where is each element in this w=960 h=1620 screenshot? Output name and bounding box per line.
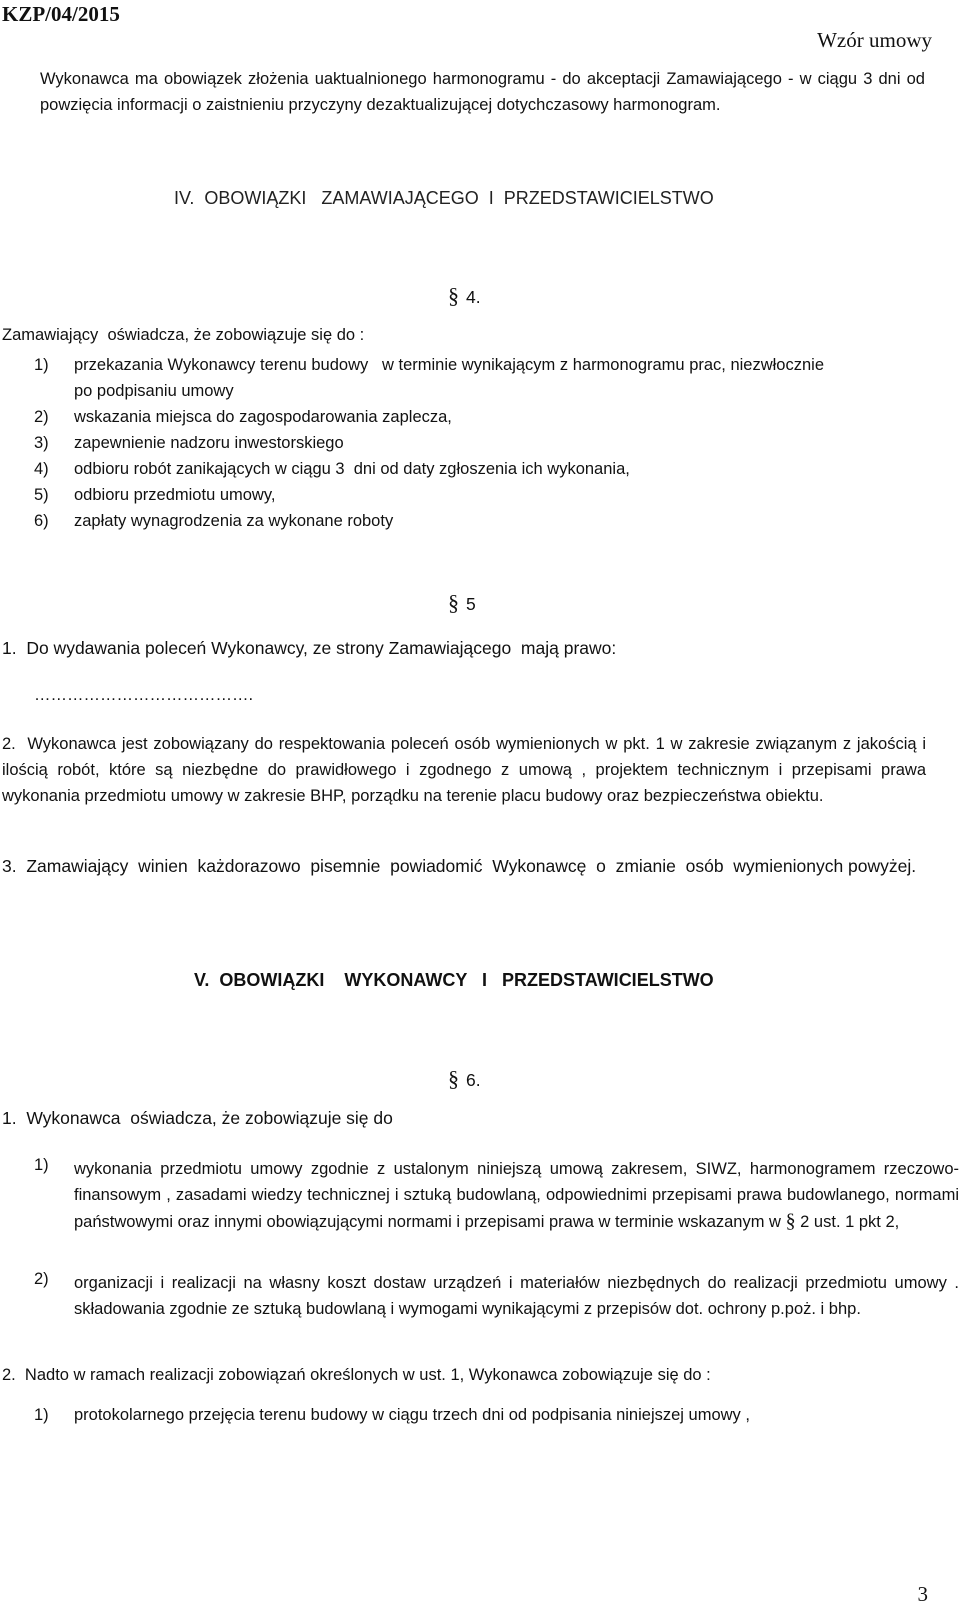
sub-item-text: organizacji i realizacji na własny koszt dostaw urządzeń i materiałów niezbędnych do realizacji przedmiotu umowy . składowania zgodnie ze sztuką budowlaną i wymogami wynikającymi z przepisów dot. ochrony p.poż. i bhp. xyxy=(74,1274,959,1318)
list-item xyxy=(34,408,452,427)
section-heading-v: V. OBOWIĄZKI WYKONAWCY I PRZEDSTAWICIELSTWO xyxy=(194,970,714,990)
list-item-text: zapłaty wynagrodzenia za wykonane roboty xyxy=(74,512,394,530)
sub-item-text xyxy=(74,1156,959,1235)
paragraph-symbol-5 xyxy=(448,590,459,616)
section6-sub-item-2 xyxy=(34,1270,959,1322)
sub-item-reference: 2 ust. 1 pkt 2, xyxy=(800,1213,900,1231)
paragraph-symbol-6 xyxy=(448,1066,459,1092)
section6-item-2-sub-1 xyxy=(34,1406,750,1425)
list-item-number: 2) xyxy=(34,408,49,426)
list-item xyxy=(34,356,824,375)
paragraph-number-5: 5 xyxy=(466,594,476,614)
sub-item-body: wykonania przedmiotu umowy zgodnie z ustalonym niniejszą umową zakresem, SIWZ, harmonogramem rzeczowo-finansowym , zasadami wiedzy technicznej i sztuką budowlaną, odpowiednimi przepisami prawa budowlanego, normami państwowymi oraz innymi obowiązującymi normami i przepisami prawa w terminie wskazanym w xyxy=(74,1160,959,1231)
sub-item-number: 2) xyxy=(34,1270,49,1288)
list-item xyxy=(34,434,344,453)
section6-sub-item-1 xyxy=(34,1156,959,1235)
paragraph-number-6: 6. xyxy=(466,1070,481,1090)
page-number: 3 xyxy=(917,1582,928,1606)
document-type: Wzór umowy xyxy=(817,28,932,52)
section4-lead: Zamawiający oświadcza, że zobowiązuje się do : xyxy=(2,326,365,344)
section5-item-2: 2. Wykonawca jest zobowiązany do respektowania poleceń osób wymienionych w pkt. 1 w zakresie związanym z jakością i ilością robót, które są niezbędne do prawidłowego i zgodnego z umową , projektem technicznym i przepisami prawa wykonania przedmiotu umowy w zakresie BHP, porządku na terenie placu budowy oraz bezpieczeństwa obiektu. xyxy=(2,735,931,805)
section-sign: § xyxy=(785,1210,796,1232)
section-sign: § xyxy=(448,1066,459,1091)
section-heading-iv: IV. OBOWIĄZKI ZAMAWIAJĄCEGO I PRZEDSTAWICIELSTWO xyxy=(174,188,714,208)
list-item-text: po podpisaniu umowy xyxy=(74,382,234,400)
document-id: KZP/04/2015 xyxy=(2,2,120,26)
list-item xyxy=(34,382,234,401)
sub-item-number: 1) xyxy=(34,1156,49,1174)
list-item-text: odbioru przedmiotu umowy, xyxy=(74,486,276,504)
list-item-number: 5) xyxy=(34,486,49,504)
list-item-text: wskazania miejsca do zagospodarowania zaplecza, xyxy=(74,408,452,426)
list-item-number: 1) xyxy=(34,356,49,374)
sub-item-number: 1) xyxy=(34,1406,49,1424)
section-sign: § xyxy=(448,590,459,615)
paragraph-number-4: 4. xyxy=(466,287,481,307)
list-item-number: 4) xyxy=(34,460,49,478)
section5-dots: …………………………………. xyxy=(34,686,254,704)
paragraph-symbol-4 xyxy=(448,283,459,309)
section5-item-3: 3. Zamawiający winien każdorazowo pisemnie powiadomić Wykonawcę o zmianie osób wymienionych powyżej. xyxy=(2,856,917,876)
section5-item-1: 1. Do wydawania poleceń Wykonawcy, ze strony Zamawiającego mają prawo: xyxy=(2,638,617,658)
list-item xyxy=(34,512,393,531)
list-item-number: 6) xyxy=(34,512,49,530)
section6-item-2: 2. Nadto w ramach realizacji zobowiązań określonych w ust. 1, Wykonawca zobowiązuje się do : xyxy=(2,1366,711,1384)
section-sign: § xyxy=(448,283,459,308)
sub-item-text: protokolarnego przejęcia terenu budowy w ciągu trzech dni od podpisania niniejszej umowy , xyxy=(74,1406,750,1424)
list-item-text: zapewnienie nadzoru inwestorskiego xyxy=(74,434,344,452)
list-item xyxy=(34,486,275,505)
list-item xyxy=(34,460,630,479)
list-item-number: 3) xyxy=(34,434,49,452)
list-item-text: przekazania Wykonawcy terenu budowy w terminie wynikającym z harmonogramu prac, niezwłocznie xyxy=(74,356,825,374)
section6-item-1: 1. Wykonawca oświadcza, że zobowiązuje się do xyxy=(2,1108,393,1128)
list-item-text: odbioru robót zanikających w ciągu 3 dni od daty zgłoszenia ich wykonania, xyxy=(74,460,630,478)
intro-paragraph: Wykonawca ma obowiązek złożenia uaktualnionego harmonogramu - do akceptacji Zamawiającego - w ciągu 3 dni od powzięcia informacji o zaistnieniu przyczyny dezaktualizującej dotychczasowy harmonogram. xyxy=(40,70,925,114)
